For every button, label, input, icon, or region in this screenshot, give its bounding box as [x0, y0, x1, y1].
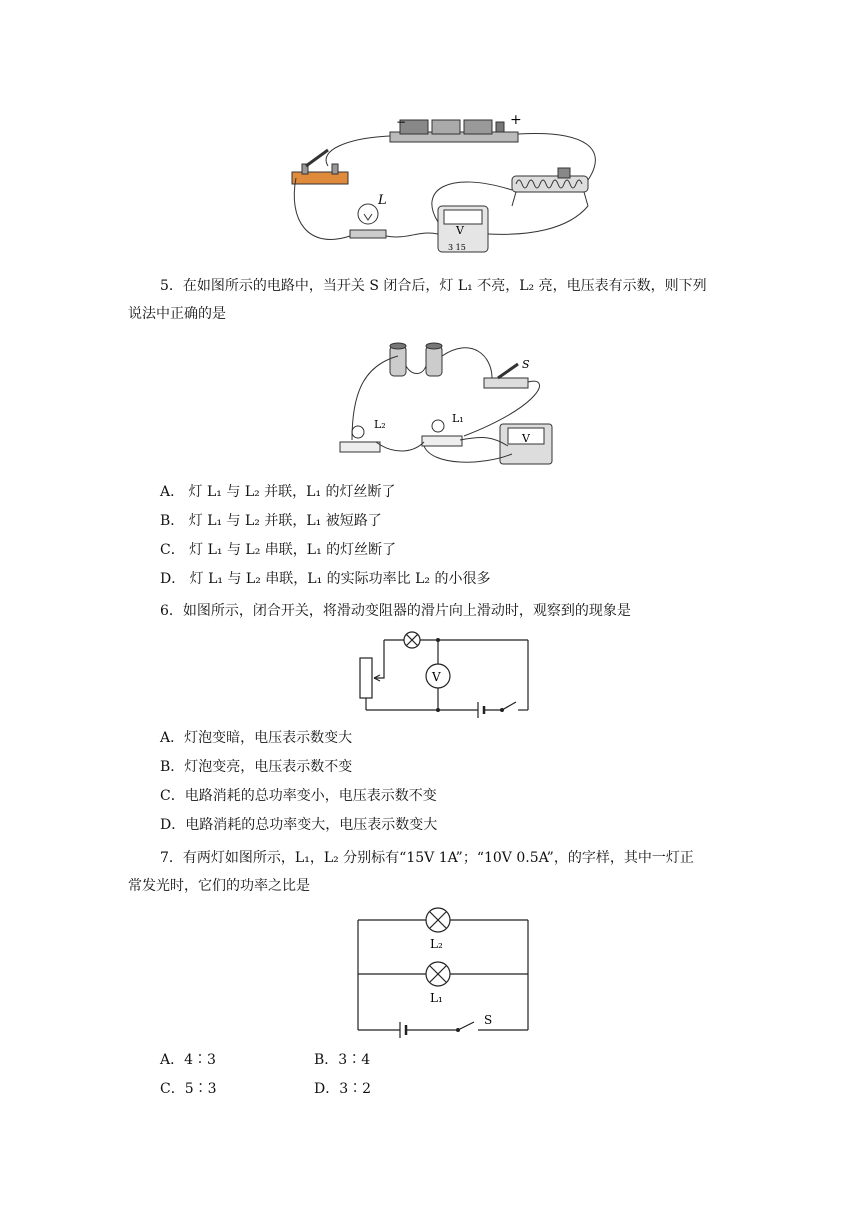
circuit-figure-q7 [350, 904, 540, 1040]
q5-line2: 说法中正确的是 [128, 306, 226, 322]
q6-option-a: A．灯泡变暗，电压表示数变大 [160, 730, 353, 746]
q7-switch-label: S [484, 1013, 493, 1027]
q7-option-d: D．3∶2 [314, 1081, 372, 1097]
q7-option-c: C．5∶3 [160, 1081, 217, 1097]
q6-line1: 6．如图所示，闭合开关，将滑动变阻器的滑片向上滑动时，观察到的现象是 [160, 603, 631, 619]
q7-line2: 常发光时，它们的功率之比是 [128, 878, 310, 894]
q7-lamp-bottom-label: L₁ [430, 991, 443, 1005]
q5-meter-label: V [522, 432, 530, 445]
lamp-label: L [378, 193, 387, 208]
q5-line1: 5．在如图所示的电路中，当开关 S 闭合后，灯 L₁ 不亮，L₂ 亮，电压表有示数，则下列 [160, 278, 707, 294]
q6-option-c: C．电路消耗的总功率变小，电压表示数不变 [160, 788, 437, 804]
meter-letter: V [456, 224, 464, 237]
q5-option-c: C． 灯 L₁ 与 L₂ 串联，L₁ 的灯丝断了 [160, 542, 397, 558]
circuit-figure-q6 [350, 630, 540, 722]
q7-option-b: B．3∶4 [314, 1052, 371, 1068]
q7-lamp-top-label: L₂ [430, 937, 443, 951]
q5-lamp2-label: L₂ [374, 418, 386, 431]
q5-option-d: D． 灯 L₁ 与 L₂ 串联，L₁ 的实际功率比 L₂ 的小很多 [160, 571, 491, 587]
q7-line1: 7．有两灯如图所示，L₁，L₂ 分别标有“15V 1A”；“10V 0.5A”，的字样，其中一灯正 [160, 850, 694, 866]
q5-option-b: B． 灯 L₁ 与 L₂ 并联，L₁ 被短路了 [160, 513, 382, 529]
q5-switch-label: S [522, 358, 530, 371]
q6-option-b: B．灯泡变亮，电压表示数不变 [160, 759, 353, 775]
q6-option-d: D．电路消耗的总功率变大，电压表示数变大 [160, 817, 438, 833]
meter-digits: 3 15 [448, 243, 466, 252]
battery-plus-label: + [510, 112, 522, 128]
q6-meter-label: V [432, 670, 441, 684]
circuit-figure-top [288, 110, 608, 260]
q7-option-a: A．4∶3 [160, 1052, 216, 1068]
battery-minus-label: − [396, 115, 407, 129]
q5-lamp1-label: L₁ [452, 412, 464, 425]
circuit-figure-q5 [332, 336, 562, 476]
q5-option-a: A． 灯 L₁ 与 L₂ 并联，L₁ 的灯丝断了 [160, 484, 396, 500]
